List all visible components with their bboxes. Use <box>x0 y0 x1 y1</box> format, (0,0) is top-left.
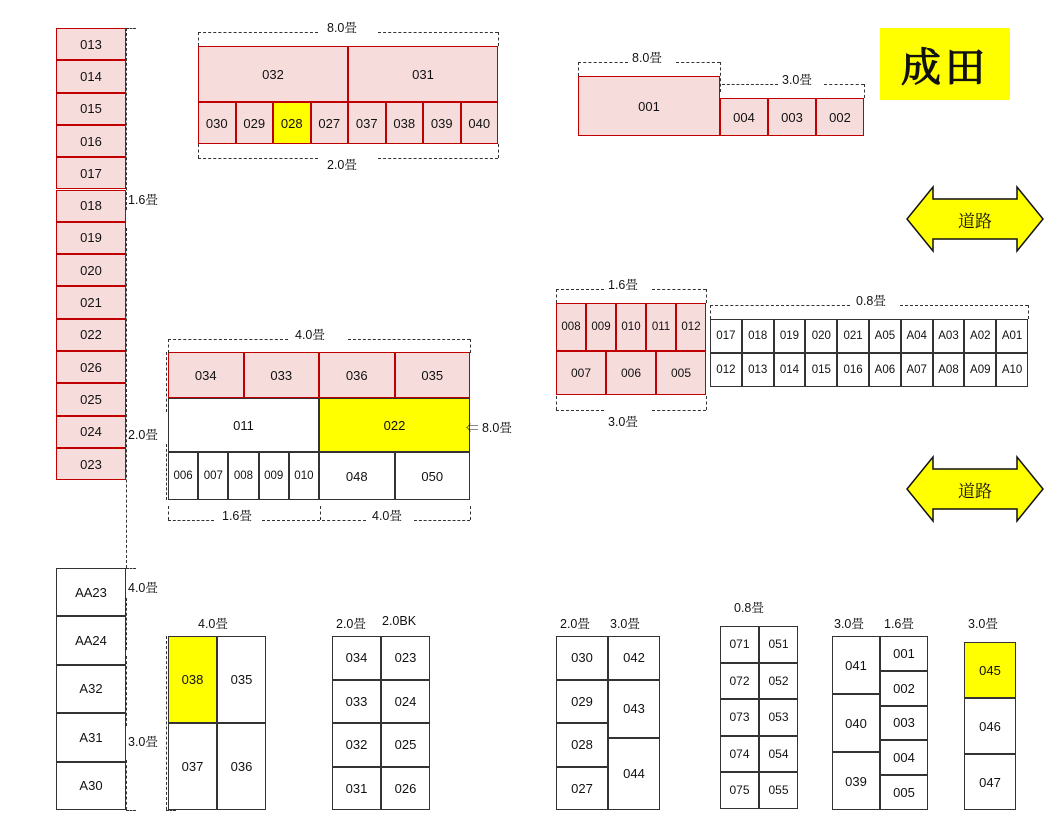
b2-unit-033[interactable] <box>332 680 381 724</box>
b3-left-028[interactable] <box>556 723 608 767</box>
mid-unit-011[interactable] <box>168 398 319 452</box>
b5-left-040[interactable] <box>832 694 880 752</box>
left-unit-013[interactable] <box>56 28 126 60</box>
b3-right-044[interactable] <box>608 738 660 811</box>
b1-unit-038[interactable] <box>168 636 217 723</box>
unit-label: 037 <box>355 115 378 131</box>
rm-unit-012[interactable] <box>676 303 706 351</box>
mid-size-bottom-left: 1.6畳 <box>222 509 252 523</box>
left-size-mid: 4.0畳 <box>128 581 158 595</box>
rm-grid2-016[interactable] <box>837 353 869 387</box>
top-unit-031[interactable] <box>348 46 498 102</box>
left-unit-017[interactable] <box>56 157 126 189</box>
unit-label: 043 <box>623 701 645 716</box>
unit-label: A06 <box>874 364 896 376</box>
rm-unit2-006[interactable] <box>606 351 656 395</box>
unit-label: A05 <box>874 330 896 342</box>
rm-grid2-014[interactable] <box>774 353 806 387</box>
left-size-top: 1.6畳 <box>128 193 158 207</box>
unit-label: 019 <box>80 230 102 246</box>
unit-label: 004 <box>893 750 915 766</box>
b3-left-027[interactable] <box>556 767 608 811</box>
unit-label: A08 <box>938 364 959 376</box>
unit-label: 044 <box>623 766 645 782</box>
b2-unit-034[interactable] <box>332 636 381 680</box>
unit-label: 040 <box>845 715 867 731</box>
unit-label: 048 <box>345 468 368 484</box>
left-unit-022[interactable] <box>56 319 126 351</box>
unit-label: 037 <box>181 759 204 774</box>
rm-unit-010[interactable] <box>616 303 646 351</box>
unit-label: 004 <box>733 109 755 125</box>
top-unit-032[interactable] <box>198 46 348 102</box>
unit-label: 030 <box>205 115 228 131</box>
b5-left-041[interactable] <box>832 636 880 694</box>
unit-label: 014 <box>779 364 800 376</box>
unit-label: 032 <box>262 66 284 82</box>
unit-label: 013 <box>80 36 102 52</box>
unit-label: 039 <box>845 773 867 789</box>
unit-label: 032 <box>345 737 368 753</box>
rm-grid-A05[interactable] <box>869 319 901 353</box>
road-arrow-bottom <box>905 455 1045 523</box>
rightmid-size-left: 1.6畳 <box>608 278 638 292</box>
unit-label: 014 <box>80 68 102 84</box>
b4-right-051[interactable] <box>759 626 798 663</box>
b1-unit-036[interactable] <box>217 723 266 810</box>
left-size-bottom: 3.0畳 <box>128 735 158 749</box>
unit-label: 020 <box>811 330 831 342</box>
rightmid-size-right: 0.8畳 <box>856 294 886 308</box>
rm-grid-017[interactable] <box>710 319 742 353</box>
unit-label: 025 <box>80 391 102 407</box>
mid-unit-036[interactable] <box>319 352 395 398</box>
mid-unit-035[interactable] <box>395 352 471 398</box>
b2-unit-026[interactable] <box>381 767 430 811</box>
unit-label: 030 <box>571 650 593 666</box>
b3-left-030[interactable] <box>556 636 608 680</box>
mid-unit-010[interactable] <box>289 452 319 500</box>
unit-label: 010 <box>621 321 641 333</box>
mid-size-left: 2.0畳 <box>128 428 158 442</box>
unit-label: 016 <box>80 133 102 149</box>
mid-unit-006[interactable] <box>168 452 198 500</box>
unit-label: 026 <box>394 780 417 796</box>
rm-grid2-A07[interactable] <box>901 353 933 387</box>
unit-label: 011 <box>233 417 254 433</box>
unit-label: 006 <box>173 470 193 482</box>
left-unit-025[interactable] <box>56 383 126 415</box>
rm-grid-A03[interactable] <box>933 319 965 353</box>
unit-label: 042 <box>623 650 645 666</box>
unit-label: 008 <box>561 321 581 333</box>
b4-right-053[interactable] <box>759 699 798 736</box>
unit-label: 011 <box>651 321 671 333</box>
unit-label: 002 <box>829 109 851 125</box>
b4-left-071[interactable] <box>720 626 759 663</box>
b4-left-074[interactable] <box>720 736 759 773</box>
unit-label: 018 <box>80 198 102 214</box>
unit-label: 012 <box>681 321 701 333</box>
unit-label: 033 <box>270 367 293 383</box>
unit-label: 022 <box>80 327 102 343</box>
unit-label: 051 <box>768 637 789 652</box>
tr-unit-004[interactable] <box>720 98 768 136</box>
unit-label: 029 <box>571 693 593 709</box>
unit-label: 073 <box>729 710 750 725</box>
b5-mid-002[interactable] <box>880 671 928 706</box>
mid-unit-050[interactable] <box>395 452 471 500</box>
unit-label: 023 <box>394 650 417 666</box>
topright-size-left: 8.0畳 <box>632 51 662 65</box>
tr-unit-002[interactable] <box>816 98 864 136</box>
b4-right-052[interactable] <box>759 663 798 700</box>
rm-grid2-A06[interactable] <box>869 353 901 387</box>
unit-label: 008 <box>233 470 254 482</box>
rm-grid-A04[interactable] <box>901 319 933 353</box>
rm-unit-009[interactable] <box>586 303 616 351</box>
rm-unit-008[interactable] <box>556 303 586 351</box>
b5-left-039[interactable] <box>832 752 880 810</box>
b5-size-left: 3.0畳 <box>834 617 864 631</box>
unit-label: 023 <box>80 456 102 472</box>
site-title-text: 成田 <box>901 45 989 90</box>
left-unit-019[interactable] <box>56 222 126 254</box>
unit-label: 040 <box>468 115 491 131</box>
b6-unit-045[interactable] <box>964 642 1016 698</box>
topright-size-right: 3.0畳 <box>782 73 812 87</box>
unit-label: A09 <box>970 364 991 376</box>
unit-label: 047 <box>979 774 1001 790</box>
b3-right-042[interactable] <box>608 636 660 680</box>
unit-label: A10 <box>1001 364 1023 376</box>
unit-label: 009 <box>264 470 284 482</box>
unit-label: 028 <box>571 737 593 753</box>
rm-grid-020[interactable] <box>805 319 837 353</box>
mid-arrow-label: ⇐ 8.0畳 <box>466 421 512 435</box>
left-unit-A31[interactable] <box>56 713 126 761</box>
rm-grid-A01[interactable] <box>996 319 1028 353</box>
unit-label: 038 <box>393 115 416 131</box>
unit-label: A02 <box>970 330 991 342</box>
unit-label: 024 <box>394 693 417 709</box>
unit-label: 022 <box>383 417 406 433</box>
b5-mid-005[interactable] <box>880 775 928 810</box>
unit-label: 001 <box>893 645 915 661</box>
left-unit-AA23[interactable] <box>56 568 126 616</box>
rm-unit2-005[interactable] <box>656 351 706 395</box>
unit-label: 002 <box>893 680 915 696</box>
left-unit-018[interactable] <box>56 190 126 222</box>
unit-label: AA24 <box>75 633 107 649</box>
unit-label: 027 <box>318 115 341 131</box>
top-unit-028[interactable] <box>273 102 311 144</box>
mid-unit-007[interactable] <box>198 452 228 500</box>
unit-label: 015 <box>80 101 102 117</box>
b4-left-072[interactable] <box>720 663 759 700</box>
top-block-size-top: 8.0畳 <box>327 21 357 35</box>
b4-left-075[interactable] <box>720 772 759 809</box>
mid-unit-048[interactable] <box>319 452 395 500</box>
left-unit-023[interactable] <box>56 448 126 480</box>
unit-label: 013 <box>748 364 768 376</box>
unit-label: 015 <box>811 364 831 376</box>
top-block-size-bottom: 2.0畳 <box>327 158 357 172</box>
unit-label: 055 <box>768 783 789 798</box>
b2-unit-032[interactable] <box>332 723 381 767</box>
b1-size: 4.0畳 <box>198 617 228 631</box>
unit-label: 072 <box>729 673 750 688</box>
b4-right-055[interactable] <box>759 772 798 809</box>
unit-label: 009 <box>591 321 611 333</box>
unit-label: 020 <box>80 262 102 278</box>
rm-grid2-A09[interactable] <box>964 353 996 387</box>
unit-label: A32 <box>79 681 103 697</box>
b4-right-054[interactable] <box>759 736 798 773</box>
mid-unit-022[interactable] <box>319 398 470 452</box>
rm-grid2-A08[interactable] <box>933 353 965 387</box>
unit-label: 007 <box>570 366 592 380</box>
b6-unit-047[interactable] <box>964 754 1016 810</box>
left-unit-A30[interactable] <box>56 762 126 810</box>
unit-label: 052 <box>768 673 789 688</box>
unit-label: 001 <box>638 98 660 114</box>
unit-label: A03 <box>938 330 959 342</box>
unit-label: 027 <box>571 780 593 796</box>
mid-size-bottom-right: 4.0畳 <box>372 509 402 523</box>
b6-unit-046[interactable] <box>964 698 1016 754</box>
site-title <box>880 28 1010 100</box>
rm-grid2-012[interactable] <box>710 353 742 387</box>
unit-label: 034 <box>345 650 368 666</box>
unit-label: 029 <box>243 115 266 131</box>
left-unit-015[interactable] <box>56 93 126 125</box>
b6-size: 3.0畳 <box>968 617 998 631</box>
unit-label: 005 <box>670 366 692 380</box>
mid-unit-008[interactable] <box>228 452 258 500</box>
rm-grid2-015[interactable] <box>805 353 837 387</box>
b3-left-029[interactable] <box>556 680 608 724</box>
unit-label: 007 <box>203 470 223 482</box>
unit-label: 036 <box>345 367 368 383</box>
unit-label: 050 <box>421 468 444 484</box>
unit-label: 038 <box>181 672 204 687</box>
rightmid-size-bottom: 3.0畳 <box>608 415 638 429</box>
b1-unit-037[interactable] <box>168 723 217 810</box>
top-unit-027[interactable] <box>311 102 349 144</box>
b1-unit-035[interactable] <box>217 636 266 723</box>
unit-label: AA23 <box>75 584 107 600</box>
top-unit-038[interactable] <box>386 102 424 144</box>
left-unit-016[interactable] <box>56 125 126 157</box>
unit-label: 021 <box>80 295 102 311</box>
rm-grid2-013[interactable] <box>742 353 774 387</box>
unit-label: A31 <box>79 729 103 745</box>
left-unit-014[interactable] <box>56 60 126 92</box>
unit-label: 039 <box>430 115 453 131</box>
unit-label: 017 <box>80 165 102 181</box>
unit-label: 005 <box>893 785 915 801</box>
rm-grid-021[interactable] <box>837 319 869 353</box>
b2-unit-023[interactable] <box>381 636 430 680</box>
b4-size: 0.8畳 <box>734 601 764 615</box>
b3-right-043[interactable] <box>608 680 660 738</box>
unit-label: 021 <box>843 330 863 342</box>
unit-label: 071 <box>729 637 750 652</box>
mid-unit-033[interactable] <box>244 352 320 398</box>
b5-mid-004[interactable] <box>880 740 928 775</box>
b5-mid-003[interactable] <box>880 706 928 741</box>
tr-unit-001[interactable] <box>578 76 720 136</box>
b5-mid-001[interactable] <box>880 636 928 671</box>
b2-unit-025[interactable] <box>381 723 430 767</box>
unit-label: 036 <box>230 759 253 774</box>
rm-grid-019[interactable] <box>774 319 806 353</box>
unit-label: 033 <box>345 693 368 709</box>
unit-label: 074 <box>729 746 750 761</box>
top-unit-039[interactable] <box>423 102 461 144</box>
unit-label: 017 <box>716 330 736 342</box>
unit-label: A07 <box>906 364 927 376</box>
unit-label: 025 <box>394 737 417 753</box>
left-unit-024[interactable] <box>56 416 126 448</box>
unit-label: 016 <box>843 364 863 376</box>
unit-label: 028 <box>280 115 303 131</box>
mid-unit-009[interactable] <box>259 452 289 500</box>
road-label: 道路 <box>958 211 992 231</box>
rm-grid-018[interactable] <box>742 319 774 353</box>
left-unit-AA24[interactable] <box>56 616 126 664</box>
left-unit-021[interactable] <box>56 286 126 318</box>
tr-unit-003[interactable] <box>768 98 816 136</box>
unit-label: 053 <box>768 710 789 725</box>
top-unit-030[interactable] <box>198 102 236 144</box>
b4-left-073[interactable] <box>720 699 759 736</box>
unit-label: 031 <box>345 780 368 796</box>
unit-label: 034 <box>194 367 217 383</box>
unit-label: 026 <box>80 359 102 375</box>
b2-size-left: 2.0畳 <box>336 617 366 631</box>
road-label: 道路 <box>958 481 992 501</box>
unit-label: 018 <box>748 330 768 342</box>
rm-grid2-A10[interactable] <box>996 353 1028 387</box>
mid-unit-034[interactable] <box>168 352 244 398</box>
top-unit-037[interactable] <box>348 102 386 144</box>
unit-label: 035 <box>230 672 253 687</box>
road-arrow-top <box>905 185 1045 253</box>
rm-unit-011[interactable] <box>646 303 676 351</box>
unit-label: 035 <box>421 367 444 383</box>
b5-size-mid: 1.6畳 <box>884 617 914 631</box>
unit-label: 003 <box>893 715 915 731</box>
unit-label: 024 <box>80 424 102 440</box>
unit-label: 003 <box>781 109 803 125</box>
unit-label: 019 <box>779 330 800 342</box>
left-unit-A32[interactable] <box>56 665 126 713</box>
unit-label: 006 <box>620 366 642 380</box>
b2-unit-024[interactable] <box>381 680 430 724</box>
unit-label: 031 <box>412 66 434 82</box>
b3-size-right: 3.0畳 <box>610 617 640 631</box>
rm-grid-A02[interactable] <box>964 319 996 353</box>
unit-label: A30 <box>79 778 103 794</box>
unit-label: A01 <box>1001 330 1023 342</box>
mid-size-top: 4.0畳 <box>295 328 325 342</box>
b2-unit-031[interactable] <box>332 767 381 811</box>
rm-unit2-007[interactable] <box>556 351 606 395</box>
unit-label: 046 <box>979 718 1001 734</box>
left-unit-026[interactable] <box>56 351 126 383</box>
left-unit-020[interactable] <box>56 254 126 286</box>
unit-label: 041 <box>845 657 867 673</box>
b3-size-left: 2.0畳 <box>560 617 590 631</box>
top-unit-040[interactable] <box>461 102 499 144</box>
unit-label: 010 <box>294 470 314 482</box>
unit-label: 054 <box>768 746 789 761</box>
unit-label: 045 <box>979 662 1001 678</box>
b2-size-right: 2.0BK <box>382 614 417 628</box>
unit-label: 012 <box>716 364 736 376</box>
unit-label: 075 <box>729 783 750 798</box>
top-unit-029[interactable] <box>236 102 274 144</box>
unit-label: A04 <box>906 330 927 342</box>
